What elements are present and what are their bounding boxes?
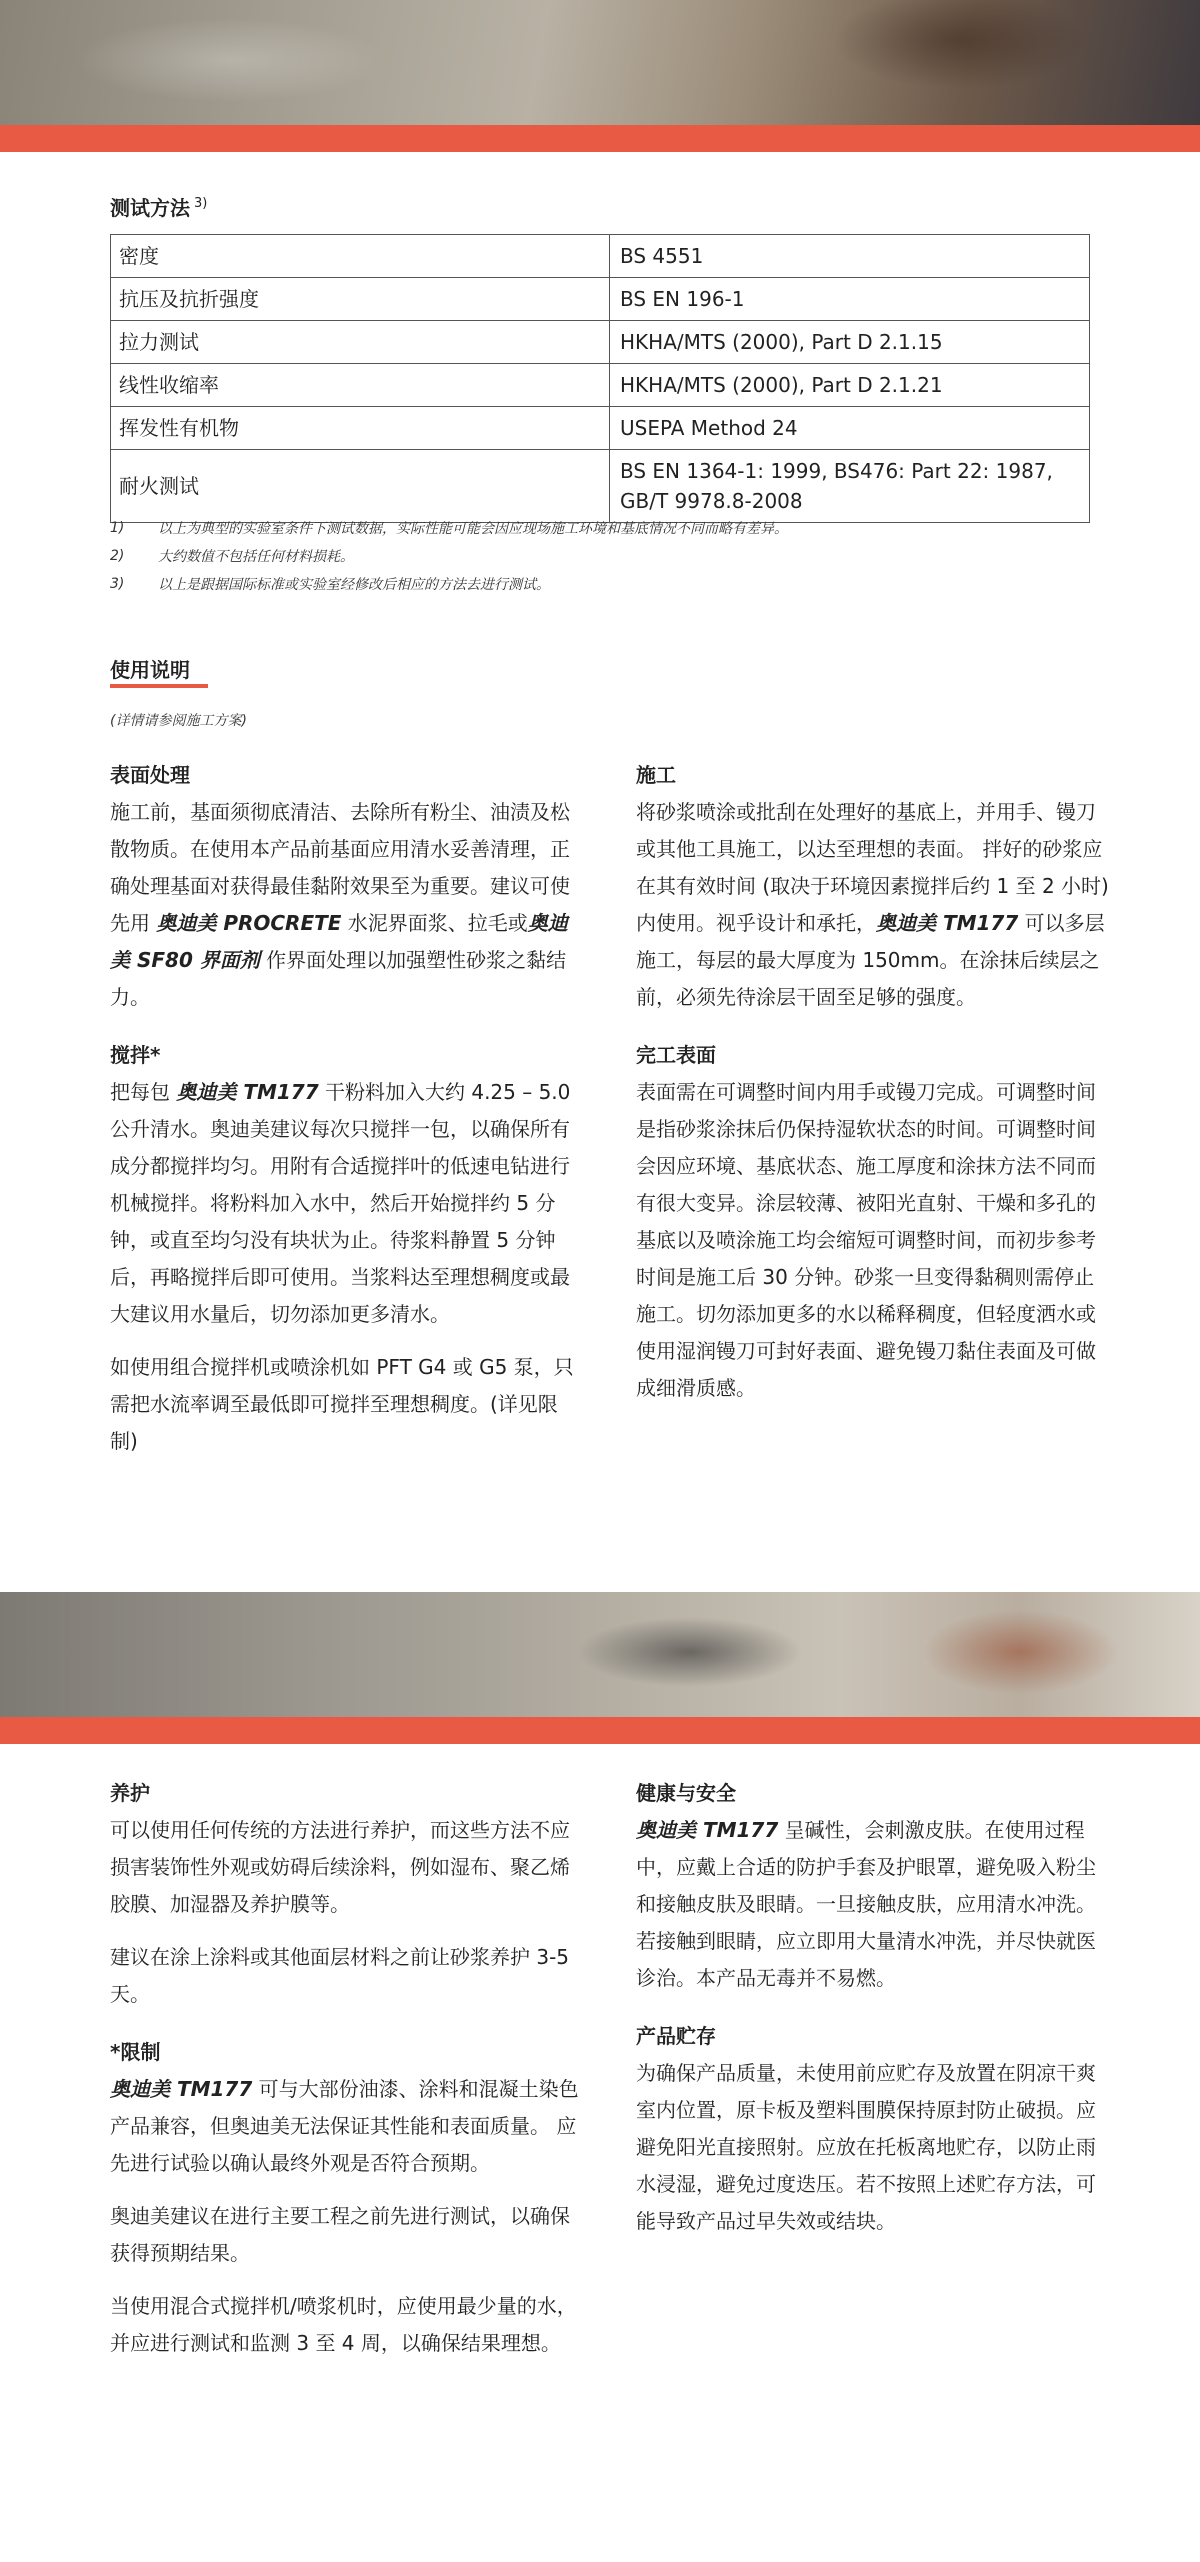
usage-title: 使用说明 <box>110 658 190 682</box>
limitations-heading: *限制 <box>110 2040 161 2064</box>
health-safety-section <box>636 1778 1114 1997</box>
test-standard-cell: BS EN 196-1 <box>610 278 1090 321</box>
right-column-top <box>636 760 1114 1431</box>
mixing-text: 把每包 奥迪美 TM177 干粉料加入大约 4.25 – 5.0 公升清水。奥迪美建议每次只搅拌一包，以确保所有成分都搅拌均匀。用附有合适搅拌叶的低速电钻进行机械搅拌。将粉料加入水中，然后开始搅拌约 5 分钟，或直至均匀没有块状为止。待浆料静置 5 分钟后，再略搅拌后即可使用。当浆料达至理想稠度或最大建议用水量后，切勿添加更多清水。 <box>110 1080 571 1326</box>
table-row <box>111 364 1090 407</box>
test-standard-cell: BS 4551 <box>610 235 1090 278</box>
curing-text: 可以使用任何传统的方法进行养护，而这些方法不应损害装饰性外观或妨碍后续涂料，例如湿布、聚乙烯胶膜、加湿器及养护膜等。 <box>110 1818 570 1916</box>
curing-section <box>110 1778 580 2013</box>
test-standard-cell: USEPA Method 24 <box>610 407 1090 450</box>
usage-subtitle: (详情请参阅施工方案) <box>110 713 247 729</box>
test-standard-cell: BS EN 1364-1: 1999, BS476: Part 22: 1987, GB/T 9978.8-2008 <box>610 450 1090 523</box>
table-row <box>111 321 1090 364</box>
table-row <box>111 407 1090 450</box>
plaster-spraying-photo <box>0 0 1200 125</box>
table-row <box>111 278 1090 321</box>
finishing-heading: 完工表面 <box>636 1043 716 1067</box>
left-column-top <box>110 760 580 1484</box>
mixing-text-2: 如使用组合搅拌机或喷涂机如 PFT G4 或 G5 泵，只需把水流率调至最低即可搅拌至理想稠度。(详见限制) <box>110 1355 574 1453</box>
test-property-cell: 抗压及抗折强度 <box>111 278 610 321</box>
surface-prep-text: 施工前，基面须彻底清洁、去除所有粉尘、油渍及松散物质。在使用本产品前基面应用清水妥善清理，正确处理基面对获得最佳黏附效果至为重要。建议可使先用 奥迪美 PROCRETE 水泥界面浆、拉毛或奥迪美 SF80 界面剂 作界面处理以加强塑性砂浆之黏结力。 <box>110 800 570 1009</box>
accent-stripe <box>0 1717 1200 1744</box>
mixing-heading: 搅拌* <box>110 1043 161 1067</box>
note-item: 1) 以上为典型的实验室条件下测试数据，实际性能可能会因应现场施工环境和基底情况不同而略有差异。 <box>110 520 788 537</box>
test-property-cell: 挥发性有机物 <box>111 407 610 450</box>
health-safety-heading: 健康与安全 <box>636 1781 736 1805</box>
note-item: 2) 大约数值不包括任何材料损耗。 <box>110 548 354 565</box>
limitations-text-3: 当使用混合式搅拌机/喷浆机时，应使用最少量的水，并应进行测试和监测 3 至 4 周，以确保结果理想。 <box>110 2294 577 2355</box>
storage-text: 为确保产品质量，未使用前应贮存及放置在阴凉干爽室内位置，原卡板及塑料围膜保持原封防止破损。应避免阳光直接照射。应放在托板离地贮存，以防止雨水浸湿，避免过度迭压。若不按照上述贮存方法，可能导致产品过早失效或结块。 <box>636 2061 1096 2233</box>
application-heading: 施工 <box>636 763 676 787</box>
test-property-cell: 线性收缩率 <box>111 364 610 407</box>
left-column-bottom <box>110 1778 580 2386</box>
note-item: 3) 以上是跟据国际标准或实验室经修改后相应的方法去进行测试。 <box>110 576 550 593</box>
right-column-bottom <box>636 1778 1114 2264</box>
usage-title-underline <box>110 684 208 688</box>
application-text: 将砂浆喷涂或批刮在处理好的基底上，并用手、镘刀或其他工具施工，以达至理想的表面。 拌好的砂浆应在其有效时间 (取决于环境因素搅拌后约 1 至 2 小时) 内使用。视乎设计和承托，奥迪美 TM177 可以多层施工，每层的最大厚度为 150mm。在涂抹后续层之前，必须先待涂层干固至足够的强度。 <box>636 800 1109 1009</box>
surface-prep-heading: 表面处理 <box>110 763 190 787</box>
application-section <box>636 760 1114 1016</box>
finishing-text: 表面需在可调整时间内用手或镘刀完成。可调整时间是指砂浆涂抹后仍保持湿软状态的时间。可调整时间会因应环境、基底状态、施工厚度和涂抹方法不同而有很大变异。涂层较薄、被阳光直射、干燥和多孔的基底以及喷涂施工均会缩短可调整时间，而初步参考时间是施工后 30 分钟。砂浆一旦变得黏稠则需停止施工。切勿添加更多的水以稀释稠度，但轻度洒水或使用湿润镘刀可封好表面、避免镘刀黏住表面及可做成细滑质感。 <box>636 1080 1096 1400</box>
test-property-cell: 拉力测试 <box>111 321 610 364</box>
finishing-section <box>636 1040 1114 1407</box>
curing-text-2: 建议在涂上涂料或其他面层材料之前让砂浆养护 3-5 天。 <box>110 1945 570 2006</box>
header-photo-banner <box>0 0 1200 152</box>
limitations-text-2: 奥迪美建议在进行主要工程之前先进行测试，以确保获得预期结果。 <box>110 2204 570 2265</box>
test-methods-notes <box>110 514 1090 598</box>
table-row <box>111 450 1090 523</box>
trowel-plastering-photo <box>0 1592 1200 1717</box>
test-standard-cell: HKHA/MTS (2000), Part D 2.1.15 <box>610 321 1090 364</box>
limitations-section <box>110 2037 580 2362</box>
surface-prep-section <box>110 760 580 1016</box>
mixing-section <box>110 1040 580 1460</box>
limitations-text: 奥迪美 TM177 可与大部份油漆、涂料和混凝土染色产品兼容，但奥迪美无法保证其性能和表面质量。 应先进行试验以确认最终外观是否符合预期。 <box>110 2077 579 2175</box>
test-methods-table <box>110 234 1090 523</box>
test-property-cell: 密度 <box>111 235 610 278</box>
test-standard-cell: HKHA/MTS (2000), Part D 2.1.21 <box>610 364 1090 407</box>
health-safety-text: 奥迪美 TM177 呈碱性，会刺激皮肤。在使用过程中，应戴上合适的防护手套及护眼罩，避免吸入粉尘和接触皮肤及眼睛。一旦接触皮肤，应用清水冲洗。若接触到眼睛，应立即用大量清水冲洗，并尽快就医诊治。本产品无毒并不易燃。 <box>636 1818 1096 1990</box>
test-methods-title: 测试方法 $^{3)}$ <box>110 196 208 220</box>
curing-heading: 养护 <box>110 1781 150 1805</box>
middle-photo-banner <box>0 1592 1200 1744</box>
storage-heading: 产品贮存 <box>636 2024 716 2048</box>
test-property-cell: 耐火测试 <box>111 450 610 523</box>
accent-stripe <box>0 125 1200 152</box>
table-row <box>111 235 1090 278</box>
storage-section <box>636 2021 1114 2240</box>
